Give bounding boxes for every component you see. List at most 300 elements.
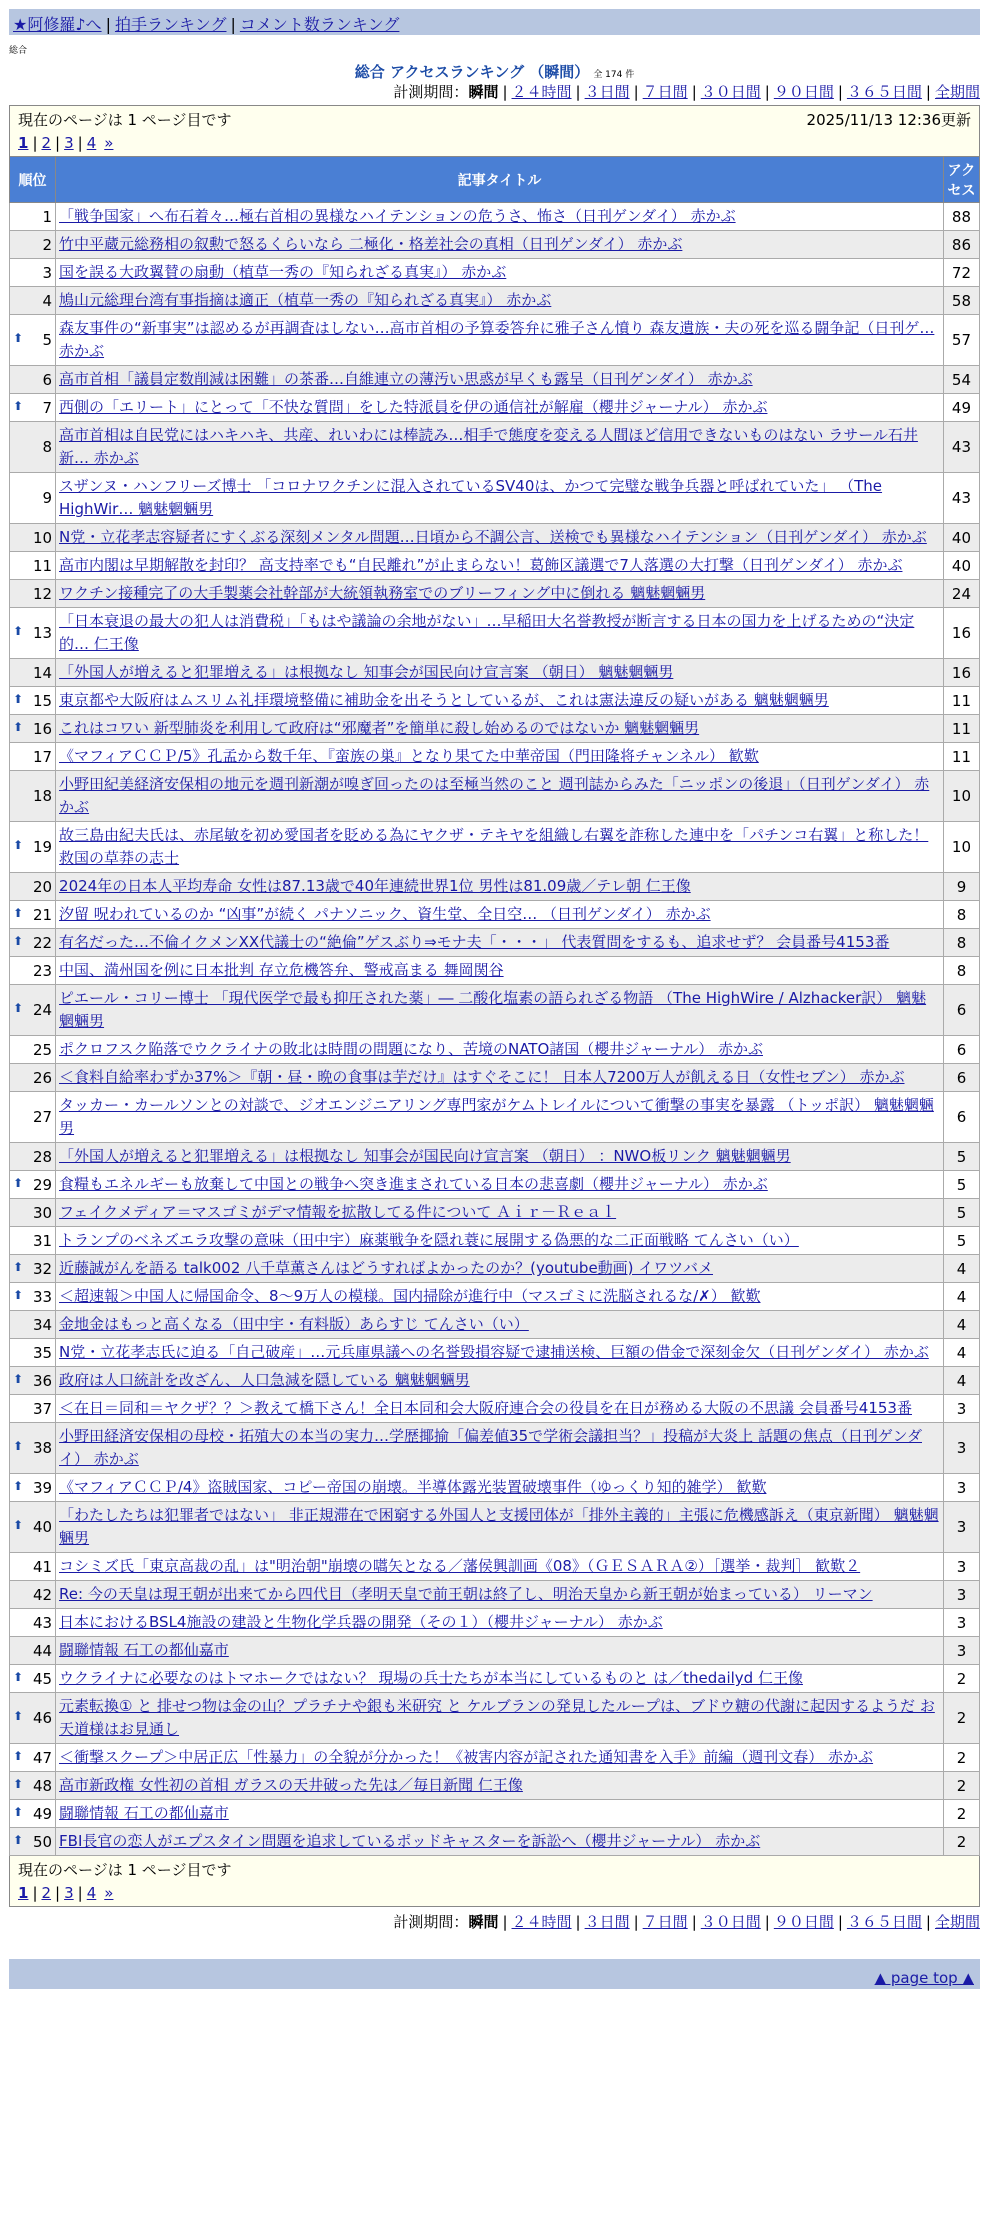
period-link-24h[interactable]: ２４時間 [511, 83, 572, 101]
rank-cell [10, 771, 56, 822]
rank-cell [10, 1367, 56, 1395]
rank-number: 42 [32, 1585, 53, 1604]
article-link[interactable]: フェイクメディア＝マスゴミがデマ情報を拡散してる件について Ａｉｒ－Ｒｅａｌ [59, 1203, 617, 1221]
article-link[interactable]: 《マフィアＣＣＰ/5》孔孟から数千年、『蛮族の巣』となり果てた中華帝国（門田隆将チャンネル） 歓歎 [59, 747, 759, 765]
rank-number: 15 [32, 691, 53, 710]
rank-number: 35 [32, 1343, 53, 1362]
rank-number: 40 [32, 1518, 53, 1536]
article-link[interactable]: 東京都や大阪府はムスリム礼拝環境整備に補助金を出そうとしているが、これは憲法違反の疑いがある 魑魅魍魎男 [59, 691, 829, 709]
page-info-cell [10, 1856, 980, 1907]
access-count: 4 [943, 1283, 979, 1311]
rank-cell [10, 687, 56, 715]
article-link[interactable]: ＜超速報＞中国人に帰国命令、8〜9万人の模様。国内掃除が進行中（マスゴミに洗脳されるな/✗） 歓歎 [59, 1287, 761, 1305]
title-cell [56, 659, 944, 687]
table-row [10, 715, 980, 743]
page-link-2[interactable]: 2 [41, 134, 52, 152]
rank-up-arrow-icon: ⬆ [13, 1832, 24, 1847]
access-count: 4 [943, 1367, 979, 1395]
access-count: 3 [943, 1474, 979, 1502]
rank-number: 19 [32, 838, 53, 856]
title-cell [56, 1800, 944, 1828]
ranking-table-footer [10, 1856, 980, 1907]
page-link-3[interactable]: 3 [64, 134, 74, 152]
article-link[interactable]: 「外国人が増えると犯罪増える」は根拠なし 知事会が国民向け宣言案 （朝日） 魑魅魍魎男 [59, 663, 674, 681]
rank-number: 34 [32, 1315, 53, 1334]
access-count: 24 [943, 580, 979, 608]
access-count: 6 [943, 1036, 979, 1064]
rank-number: 44 [32, 1641, 53, 1660]
access-count: 3 [943, 1395, 979, 1423]
comment-ranking-link[interactable]: コメント数ランキング [239, 15, 400, 34]
title-cell [56, 1227, 944, 1255]
table-row [10, 524, 980, 552]
rank-up-arrow-icon: ⬆ [13, 905, 24, 920]
access-count: 11 [943, 687, 979, 715]
page-link-2[interactable]: 2 [41, 1884, 52, 1902]
access-count: 4 [943, 1255, 979, 1283]
title-cell [56, 822, 944, 873]
rank-cell [10, 1502, 56, 1553]
title-cell [56, 1092, 944, 1143]
rank-number: 16 [32, 719, 53, 738]
rank-number: 21 [32, 905, 53, 924]
period-link-24h[interactable]: ２４時間 [511, 1913, 572, 1931]
access-count: 3 [943, 1637, 979, 1665]
article-link[interactable]: 日本におけるBSL4施設の建設と生物化学兵器の開発（その１）（櫻井ジャーナル） 赤かぶ [59, 1613, 663, 1631]
access-count: 88 [943, 203, 979, 231]
title-cell [56, 873, 944, 901]
table-row [10, 1036, 980, 1064]
rank-cell [10, 1609, 56, 1637]
rank-up-arrow-icon: ⬆ [13, 1287, 24, 1302]
title-cell [56, 1474, 944, 1502]
article-link[interactable]: 鳩山元総理台湾有事指摘は適正（植草一秀の『知られざる真実』） 赤かぶ [59, 291, 552, 309]
article-link[interactable]: トランプのベネズエラ攻撃の意味（田中宇）麻薬戦争を隠れ蓑に展開する偽悪的な二正面戦略 てんさい（い） [59, 1231, 799, 1249]
rank-number: 13 [32, 624, 53, 642]
period-link-3d[interactable]: ３日間 [584, 1913, 630, 1931]
title-cell [56, 771, 944, 822]
access-count: 2 [943, 1828, 979, 1856]
rank-up-arrow-icon: ⬆ [13, 1709, 24, 1723]
access-count: 6 [943, 1092, 979, 1143]
article-link[interactable]: 《マフィアＣＣＰ/4》盗賊国家、コピー帝国の崩壊。半導体露光装置破壊事件（ゆっくり知的雑学） 歓歎 [59, 1478, 767, 1496]
title-cell [56, 1143, 944, 1171]
title-cell [56, 1772, 944, 1800]
rank-number: 24 [32, 1001, 53, 1019]
title-cell [56, 929, 944, 957]
period-separator: | [837, 83, 843, 101]
page-title [0, 61, 989, 81]
rank-number: 17 [32, 747, 53, 766]
article-link[interactable]: これはコワい 新型肺炎を利用して政府は“邪魔者”を簡単に殺し始めるのではないか 魑魅魍魎男 [59, 719, 700, 737]
access-count: 3 [943, 1502, 979, 1553]
period-link-all[interactable]: 全期間 [934, 83, 980, 101]
rank-number: 38 [32, 1439, 53, 1457]
page-separator: | [77, 134, 83, 152]
title-cell [56, 1283, 944, 1311]
rank-cell [10, 743, 56, 771]
table-row [10, 1367, 980, 1395]
title-cell [56, 1064, 944, 1092]
period-link-7d[interactable]: ７日間 [642, 1913, 688, 1931]
rank-number: 32 [32, 1259, 53, 1278]
access-count: 6 [943, 985, 979, 1036]
access-count: 3 [943, 1609, 979, 1637]
top-nav-bar [9, 9, 980, 35]
rank-number: 49 [32, 1804, 53, 1823]
title-cell [56, 1744, 944, 1772]
page-top-link[interactable]: ▲ page top ▲ [874, 1969, 974, 1987]
table-row [10, 1828, 980, 1856]
rank-up-arrow-icon: ⬆ [13, 331, 24, 345]
table-row [10, 957, 980, 985]
table-row [10, 1092, 980, 1143]
rank-cell [10, 659, 56, 687]
article-link[interactable]: 高市内閣は早期解散を封印？ 高支持率でも“自民離れ”が止まらない！葛飾区議選で7人落選の大打撃（日刊ゲンダイ） 赤かぶ [59, 556, 903, 574]
rank-cell [10, 1311, 56, 1339]
rank-cell [10, 1665, 56, 1693]
article-link[interactable]: 高市首相は自民党にはハキハキ、共産、れいわには棒読み…相手で態度を変える人間ほど信用できないものはない ラサール石井 新… 赤かぶ [59, 426, 918, 467]
rank-up-arrow-icon: ⬆ [13, 1478, 24, 1493]
rank-cell [10, 985, 56, 1036]
article-link[interactable]: ＜衝撃スクープ＞中居正広「性暴力」の全貌が分かった！《被害内容が記された通知書を入手》前編（週刊文春） 赤かぶ [59, 1748, 874, 1766]
page-info-row-top [10, 106, 980, 157]
rank-cell [10, 1395, 56, 1423]
article-link[interactable]: N党・立花孝志容疑者にすくぶる深刻メンタル問題…日頃から不調公言、送検でも異様なハイテンション（日刊ゲンダイ） 赤かぶ [59, 528, 927, 546]
period-link-all[interactable]: 全期間 [934, 1913, 980, 1931]
article-link[interactable]: 国を誤る大政翼賛の扇動（植草一秀の『知られざる真実』） 赤かぶ [59, 263, 507, 281]
access-count: 8 [943, 957, 979, 985]
rank-cell [10, 1064, 56, 1092]
access-count: 40 [943, 552, 979, 580]
rank-cell [10, 1693, 56, 1744]
period-separator: | [502, 83, 508, 101]
page-link-4[interactable]: 4 [86, 134, 97, 152]
rank-number: 28 [32, 1147, 53, 1166]
table-row [10, 259, 980, 287]
table-row [10, 1502, 980, 1553]
title-cell [56, 687, 944, 715]
table-row [10, 1283, 980, 1311]
article-link[interactable]: 2024年の日本人平均寿命 女性は87.13歳で40年連続世界1位 男性は81.09歳／テレ朝 仁王像 [59, 877, 691, 895]
pagination-top [18, 132, 971, 154]
article-link[interactable]: 中国、満州国を例に日本批判 存立危機答弁、警戒高まる 舞岡関谷 [59, 961, 504, 979]
article-link[interactable]: 食糧もエネルギーも放棄して中国との戦争へ突き進まされている日本の悲喜劇（櫻井ジャーナル） 赤かぶ [59, 1175, 768, 1193]
article-link[interactable]: スザンヌ・ハンフリーズ博士 「コロナワクチンに混入されているSV40は、かつて完璧な戦争兵器と呼ばれていた」 （The HighWir… 魑魅魍魎男 [59, 477, 883, 518]
ranking-table-body [10, 106, 980, 1856]
title-cell [56, 1199, 944, 1227]
table-row [10, 1339, 980, 1367]
access-count: 54 [943, 366, 979, 394]
article-link[interactable]: 「日本衰退の最大の犯人は消費税」「もはや議論の余地がない」…早稲田大名誉教授が断言する日本の国力を上げるための“決定的… 仁王像 [59, 612, 915, 653]
next-page-link[interactable]: » [104, 1884, 114, 1902]
article-link[interactable]: ピエール・コリー博士 「現代医学で最も抑圧された薬」― 二酸化塩素の語られざる物語 （The HighWire / Alzhacker訳） 魑魅魍魎男 [59, 989, 927, 1030]
title-cell [56, 259, 944, 287]
title-cell [56, 315, 944, 366]
access-count: 4 [943, 1311, 979, 1339]
rank-number: 30 [32, 1203, 53, 1222]
rank-cell [10, 1255, 56, 1283]
rank-cell [10, 873, 56, 901]
access-count: 6 [943, 1064, 979, 1092]
table-row [10, 1553, 980, 1581]
access-count: 2 [943, 1800, 979, 1828]
title-cell [56, 1036, 944, 1064]
article-link[interactable]: Re: 今の天皇は現王朝が出来てから四代目（孝明天皇で前王朝は終了し、明治天皇から新王朝が始まっている） リーマン [59, 1585, 873, 1603]
access-count: 4 [943, 1339, 979, 1367]
rank-number: 10 [32, 528, 53, 547]
title-cell [56, 1609, 944, 1637]
title-cell [56, 394, 944, 422]
nav-separator: | [105, 15, 111, 34]
rank-cell [10, 203, 56, 231]
rank-up-arrow-icon: ⬆ [13, 1001, 24, 1015]
table-row [10, 985, 980, 1036]
rank-cell [10, 901, 56, 929]
period-separator: | [691, 83, 697, 101]
title-cell [56, 1502, 944, 1553]
rank-cell [10, 473, 56, 524]
rank-number: 43 [32, 1613, 53, 1632]
page-separator: | [55, 1884, 61, 1902]
title-cell [56, 1581, 944, 1609]
rank-up-arrow-icon: ⬆ [13, 1776, 24, 1791]
title-cell [56, 1311, 944, 1339]
rank-up-arrow-icon: ⬆ [13, 1371, 24, 1386]
table-row [10, 287, 980, 315]
period-separator: | [764, 1913, 770, 1931]
article-link[interactable]: FBI長官の恋人がエプスタイン問題を追求しているポッドキャスターを訴訟へ（櫻井ジャーナル） 赤かぶ [59, 1832, 761, 1850]
rank-up-arrow-icon: ⬆ [13, 933, 24, 948]
rank-up-arrow-icon: ⬆ [13, 1259, 24, 1274]
access-count: 3 [943, 1423, 979, 1474]
period-current: 瞬間 [468, 83, 499, 101]
title-cell [56, 743, 944, 771]
section-tag: 総合 [9, 46, 28, 56]
access-count: 3 [943, 1581, 979, 1609]
article-link[interactable]: 汐留 呪われているのか “凶事”が続く パナソニック、資生堂、全日空… （日刊ゲンダイ） 赤かぶ [59, 905, 711, 923]
rank-number: 36 [32, 1371, 53, 1390]
rank-cell [10, 287, 56, 315]
total-count: 全 174 件 [593, 70, 635, 80]
period-separator: | [575, 83, 581, 101]
period-link-30d[interactable]: ３０日間 [700, 1913, 761, 1931]
access-count: 72 [943, 259, 979, 287]
access-count: 11 [943, 715, 979, 743]
title-cell [56, 1553, 944, 1581]
table-row [10, 1171, 980, 1199]
rank-cell [10, 315, 56, 366]
rank-number: 41 [32, 1557, 53, 1576]
table-row [10, 901, 980, 929]
article-link[interactable]: ポクロフスク陥落でウクライナの敗北は時間の問題になり、苦境のNATO諸国（櫻井ジャーナル） 赤かぶ [59, 1040, 763, 1058]
current-page-text: 現在のページは 1 ページ目です [18, 1861, 232, 1879]
page-separator: | [32, 1884, 38, 1902]
access-count: 10 [943, 771, 979, 822]
period-separator: | [691, 1913, 697, 1931]
table-row [10, 1772, 980, 1800]
rank-up-arrow-icon: ⬆ [13, 1439, 24, 1453]
article-link[interactable]: 「わたしたちは犯罪者ではない」 非正規滞在で困窮する外国人と支援団体が「排外主義的」主張に危機感訴え（東京新聞） 魑魅魍魎男 [59, 1506, 939, 1547]
article-link[interactable]: 高市首相「議員定数削減は困難」の茶番…自維連立の薄汚い思惑が早くも露呈（日刊ゲンダイ） 赤かぶ [59, 370, 753, 388]
page-link-3[interactable]: 3 [64, 1884, 74, 1902]
period-link-7d[interactable]: ７日間 [642, 83, 688, 101]
title-cell [56, 366, 944, 394]
rank-cell [10, 1143, 56, 1171]
access-count: 5 [943, 1227, 979, 1255]
rank-number: 37 [32, 1399, 53, 1418]
table-row [10, 1064, 980, 1092]
access-count: 86 [943, 231, 979, 259]
rank-number: 2 [42, 235, 53, 254]
page-info-row-bottom [10, 1856, 980, 1907]
table-row [10, 1143, 980, 1171]
page-link-1[interactable]: 1 [18, 134, 29, 152]
current-page-text: 現在のページは 1 ページ目です [18, 111, 232, 129]
article-link[interactable]: 闘聯情報 石工の都仙嘉市 [59, 1641, 229, 1659]
title-cell [56, 901, 944, 929]
article-link[interactable]: 金地金はもっと高くなる（田中宇・有料版）あらすじ てんさい（い） [59, 1315, 529, 1333]
article-link[interactable]: 小野田経済安保相の母校・拓殖大の本当の実力…学歴揶揄「偏差値35で学術会議担当？」投稿が大炎上 話題の焦点（日刊ゲンダイ） 赤かぶ [59, 1427, 922, 1468]
title-cell [56, 552, 944, 580]
article-link[interactable]: 「外国人が増えると犯罪増える」は根拠なし 知事会が国民向け宣言案 （朝日） ：NWO板リンク 魑魅魍魎男 [59, 1147, 791, 1165]
table-row [10, 1311, 980, 1339]
title-cell [56, 608, 944, 659]
rank-cell [10, 1171, 56, 1199]
article-link[interactable]: ワクチン接種完了の大手製薬会社幹部が大統領執務室でのブリーフィング中に倒れる 魑魅魍魎男 [59, 584, 706, 602]
table-row [10, 743, 980, 771]
article-link[interactable]: N党・立花孝志氏に迫る「自己破産」…元兵庫県議への名誉毀損容疑で逮捕送検、巨額の借金で深刻金欠（日刊ゲンダイ） 赤かぶ [59, 1343, 929, 1361]
access-count: 5 [943, 1199, 979, 1227]
period-link-90d[interactable]: ９０日間 [773, 83, 834, 101]
access-count: 43 [943, 422, 979, 473]
rank-number: 1 [42, 207, 53, 226]
rank-cell [10, 1199, 56, 1227]
article-link[interactable]: 元素転換① と 排せつ物は金の山？プラチナや銀も米研究 と ケルブランの発見したループは、ブドウ糖の代謝に起因するようだ お天道様はお見通し [59, 1697, 935, 1738]
rank-cell [10, 524, 56, 552]
period-link-365d[interactable]: ３６５日間 [846, 83, 922, 101]
period-link-365d[interactable]: ３６５日間 [846, 1913, 922, 1931]
home-link[interactable]: ★阿修羅♪へ [13, 15, 102, 34]
table-row [10, 873, 980, 901]
page-link-1[interactable]: 1 [18, 1884, 29, 1902]
rank-cell [10, 1772, 56, 1800]
article-link[interactable]: タッカー・カールソンとの対談で、ジオエンジニアリング専門家がケムトレイルについて衝撃の事実を暴露 （トッポ訳） 魑魅魍魎男 [59, 1096, 934, 1137]
period-current: 瞬間 [468, 1913, 499, 1931]
title-cell [56, 957, 944, 985]
table-row [10, 1395, 980, 1423]
access-count: 2 [943, 1772, 979, 1800]
access-count: 2 [943, 1665, 979, 1693]
rank-number: 29 [32, 1175, 53, 1194]
period-link-90d[interactable]: ９０日間 [773, 1913, 834, 1931]
article-link[interactable]: 「戦争国家」へ布石着々…極右首相の異様なハイテンションの危うさ、怖さ（日刊ゲンダイ） 赤かぶ [59, 207, 736, 225]
period-separator: | [925, 1913, 931, 1931]
title-cell [56, 203, 944, 231]
rank-cell [10, 1581, 56, 1609]
article-link[interactable]: 高市新政権 女性初の首相 ガラスの天井破った先は／毎日新聞 仁王像 [59, 1776, 523, 1794]
rank-up-arrow-icon: ⬆ [13, 1175, 24, 1190]
header-title: 記事タイトル [56, 157, 944, 203]
period-separator: | [502, 1913, 508, 1931]
article-link[interactable]: ＜在日＝同和＝ヤクザ？？＞教えて橋下さん！全日本同和会大阪府連合会の役員を在日が務める大阪の不思議 会員番号4153番 [59, 1399, 912, 1417]
access-count: 57 [943, 315, 979, 366]
title-cell [56, 1367, 944, 1395]
rank-cell [10, 422, 56, 473]
rank-number: 9 [42, 489, 53, 507]
period-separator: | [633, 83, 639, 101]
article-link[interactable]: 西側の「エリート」にとって「不快な質問」をした特派員を伊の通信社が解雇（櫻井ジャーナル） 赤かぶ [59, 398, 768, 416]
page-separator: | [32, 134, 38, 152]
article-link[interactable]: 政府は人口統計を改ざん、人口急減を隠している 魑魅魍魎男 [59, 1371, 470, 1389]
article-link[interactable]: ＜食料自給率わずか37%＞『朝・昼・晩の食事は芋だけ』はすぐそこに！ 日本人7200万人が飢える日（女性セブン） 赤かぶ [59, 1068, 905, 1086]
rank-cell [10, 1744, 56, 1772]
rank-cell [10, 1092, 56, 1143]
period-link-30d[interactable]: ３０日間 [700, 83, 761, 101]
rank-number: 12 [32, 584, 53, 603]
rank-up-arrow-icon: ⬆ [13, 838, 24, 852]
rank-number: 33 [32, 1287, 53, 1306]
title-cell [56, 524, 944, 552]
rank-cell [10, 608, 56, 659]
ranking-table [9, 105, 980, 1907]
rank-number: 50 [32, 1832, 53, 1851]
title-cell [56, 422, 944, 473]
article-link[interactable]: 森友事件の“新事実”は認めるが再調査はしない…高市首相の予算委答弁に雅子さん憤り 森友遺族・夫の死を巡る闘争記（日刊ゲ… 赤かぶ [59, 319, 935, 360]
clap-ranking-link[interactable]: 拍手ランキング [114, 15, 227, 34]
rank-number: 22 [32, 933, 53, 952]
rank-cell [10, 1828, 56, 1856]
table-row [10, 1637, 980, 1665]
page-info-line [18, 108, 971, 132]
article-link[interactable]: コシミズ氏「東京高裁の乱」は"明治朝"崩壊の嚆矢となる／藩侯興訓画《08》（ＧＥＳＡＲＡ②）［選挙・裁判］ 歓歎２ [59, 1557, 861, 1575]
access-count: 9 [943, 873, 979, 901]
next-page-link[interactable]: » [104, 134, 114, 152]
pagination-bottom [18, 1882, 971, 1904]
article-link[interactable]: 竹中平蔵元総務相の叙勲で怒るくらいなら 二極化・格差社会の真相（日刊ゲンダイ） 赤かぶ [59, 235, 683, 253]
article-link[interactable]: 小野田紀美経済安保相の地元を週刊新潮が嗅ぎ回ったのは至極当然のこと 週刊誌からみた「ニッポンの後退」（日刊ゲンダイ） 赤かぶ [59, 775, 930, 816]
period-separator: | [575, 1913, 581, 1931]
nav-separator: | [230, 15, 236, 34]
rank-up-arrow-icon: ⬆ [13, 1748, 24, 1763]
article-link[interactable]: ウクライナに必要なのはトマホークではない？ 現場の兵士たちが本当にしているものと は／thedailyd 仁王像 [59, 1669, 803, 1687]
period-separator: | [764, 83, 770, 101]
page-info-cell [10, 106, 980, 157]
rank-number: 14 [32, 663, 53, 682]
article-link[interactable]: 有名だった…不倫イクメンXX代議士の“絶倫”ゲスぶり⇒モナ夫「・・・」 代表質問をするも、追求せず？ 会員番号4153番 [59, 933, 890, 951]
table-row [10, 366, 980, 394]
period-separator: | [633, 1913, 639, 1931]
rank-number: 18 [32, 787, 53, 805]
period-link-3d[interactable]: ３日間 [584, 83, 630, 101]
article-link[interactable]: 故三島由紀夫氏は、赤尾敏を初め愛国者を貶める為にヤクザ・テキヤを組織し右翼を詐称した連中を「パチンコ右翼」と称した！ 救国の草莽の志士 [59, 826, 929, 867]
table-row [10, 1199, 980, 1227]
table-row [10, 1609, 980, 1637]
article-link[interactable]: 近藤誠がんを語る talk002 八千草薫さんはどうすればよかったのか？(youtube動画) イワツバメ [59, 1259, 713, 1277]
title-cell [56, 580, 944, 608]
table-row [10, 771, 980, 822]
rank-number: 23 [32, 961, 53, 980]
rank-cell [10, 957, 56, 985]
article-link[interactable]: 闘聯情報 石工の都仙嘉市 [59, 1804, 229, 1822]
page-separator: | [55, 134, 61, 152]
title-cell [56, 1637, 944, 1665]
header-rank: 順位 [10, 157, 56, 203]
rank-cell [10, 552, 56, 580]
rank-cell [10, 1227, 56, 1255]
page-link-4[interactable]: 4 [86, 1884, 97, 1902]
access-count: 8 [943, 929, 979, 957]
